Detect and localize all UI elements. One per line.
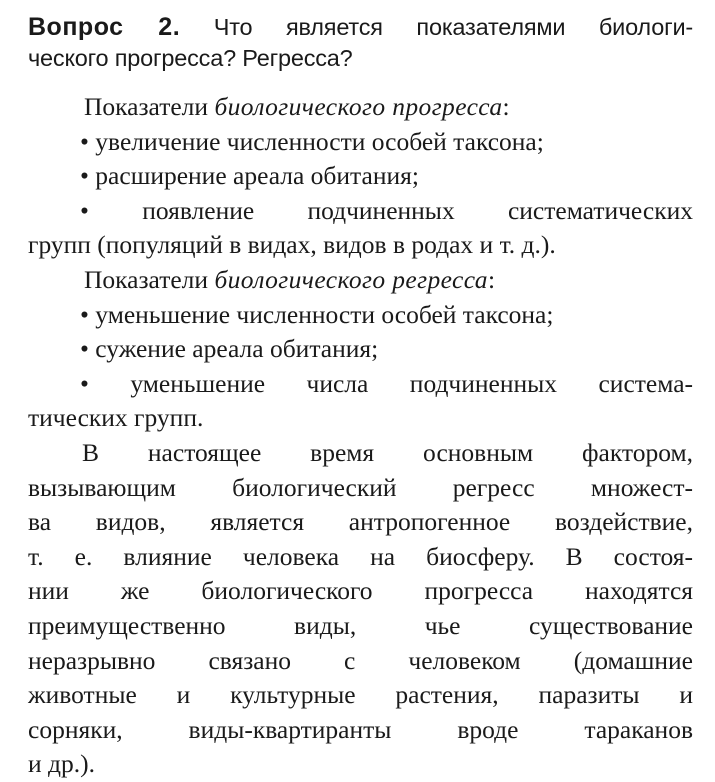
question-line-1 [28, 12, 693, 43]
regress-lead-colon: : [487, 264, 496, 294]
paragraph-line: ва видов, является антропогенное воздействие, [28, 507, 693, 537]
regress-lead-italic: биологического регресса [214, 264, 488, 294]
paragraph-line: т. е. влияние человека на биосферу. В состоя- [28, 541, 693, 571]
question-line-2: ческого прогресса? Регресса? [28, 45, 353, 71]
explanation-paragraph [28, 436, 693, 782]
progress-bullet-3-continued: групп (популяций в видах, видов в родах и т. д.). [28, 230, 556, 260]
question-label: Вопрос 2. [28, 13, 181, 41]
paragraph-line: животные и культурные растения, паразиты и [28, 680, 693, 710]
progress-lead-colon: : [502, 92, 510, 121]
paragraph-line: нии же биологического прогресса находятся [28, 576, 693, 606]
regress-bullet-3-continued: тических групп. [28, 403, 204, 433]
regress-bullet-3: • уменьшение числа подчиненных система- [80, 368, 693, 398]
progress-bullet-2: • расширение ареала обитания; [80, 161, 419, 191]
progress-lead-italic: биологического прогресса [214, 92, 503, 121]
paragraph-line: вызывающим биологический регресс множест- [28, 472, 693, 502]
question-block [28, 12, 693, 74]
question-text-1: Что является показателями биологи- [180, 14, 693, 40]
paragraph-line: и др.). [28, 749, 95, 779]
answer-block [28, 90, 693, 782]
paragraph-line: преимущественно виды, чье существование [28, 610, 693, 640]
progress-bullet-1: • увеличение численности особей таксона; [80, 126, 544, 156]
progress-lead-text: Показатели [84, 92, 215, 121]
paragraph-line: В настоящее время основным фактором, [82, 437, 693, 467]
regress-bullet-2: • сужение ареала обитания; [80, 334, 379, 364]
regress-lead [28, 263, 693, 298]
regress-lead-text: Показатели [84, 264, 215, 294]
regress-bullet-1: • уменьшение численности особей таксона; [80, 299, 554, 329]
paragraph-line: неразрывно связано с человеком (домашние [28, 645, 693, 675]
progress-lead [28, 90, 693, 125]
paragraph-line: сорняки, виды-квартиранты вроде тараканов [28, 714, 693, 744]
progress-bullet-3: • появление подчиненных систематических [80, 195, 693, 225]
